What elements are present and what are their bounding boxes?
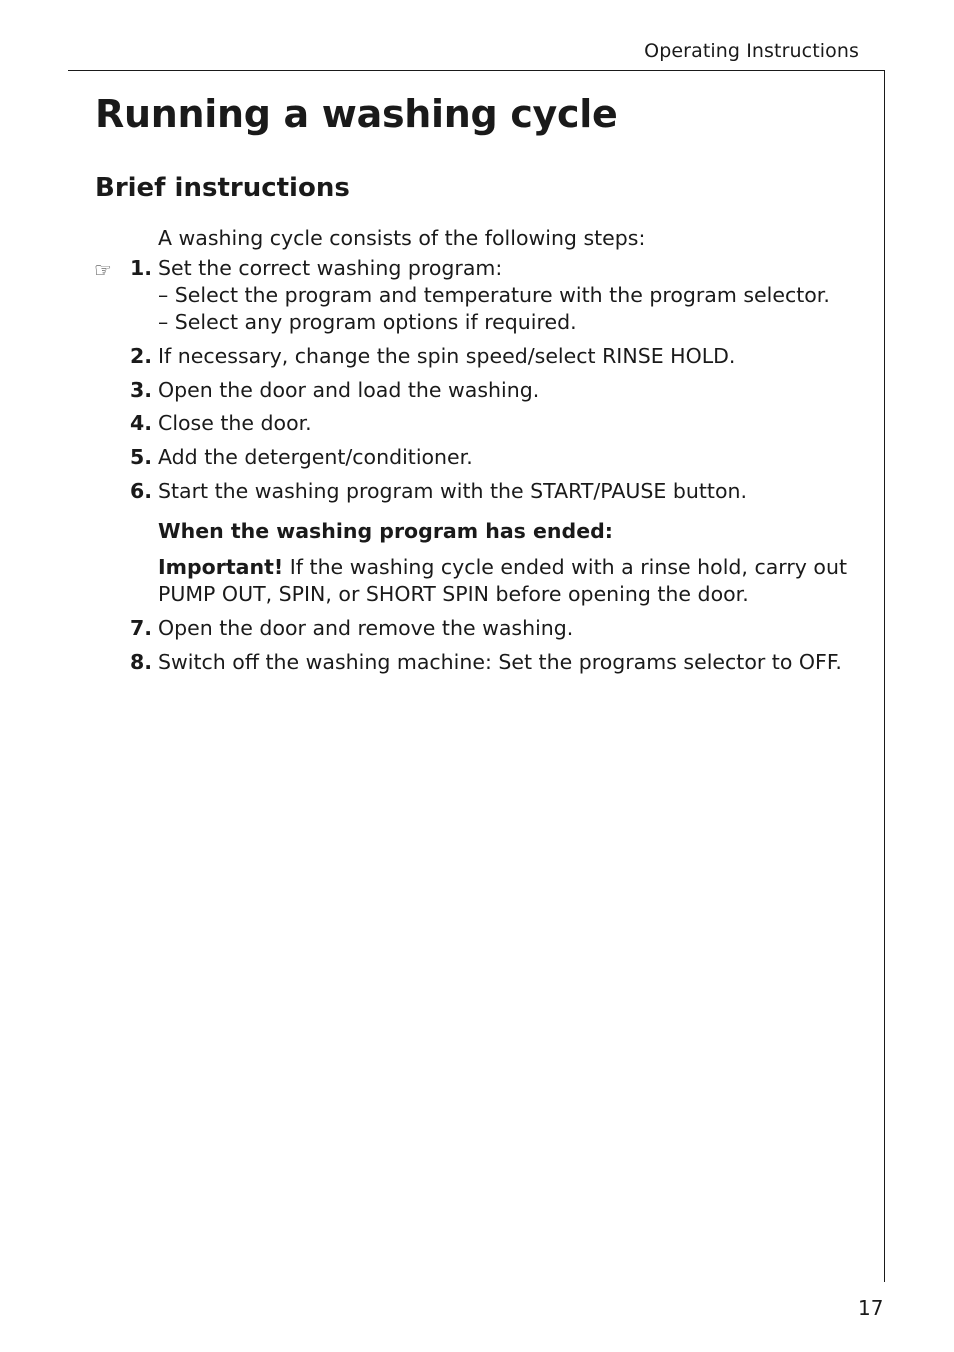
step-8 [129, 649, 842, 675]
running-header: Operating Instructions [644, 40, 859, 62]
section-heading: Brief instructions [95, 173, 350, 203]
step-text: Add the detergent/conditioner. [158, 445, 473, 469]
step-number: 4. [129, 411, 152, 435]
ended-heading: When the washing program has ended: [158, 519, 613, 543]
step-3 [129, 377, 540, 403]
intro-text: A washing cycle consists of the following steps: [158, 226, 646, 250]
important-text: If the washing cycle ended with a rinse hold, carry out [283, 555, 848, 579]
step-text: Switch off the washing machine: Set the programs selector to OFF. [158, 650, 842, 674]
step-number: 2. [129, 344, 152, 368]
step-text: Open the door and load the washing. [158, 378, 540, 402]
page-title: Running a washing cycle [95, 92, 618, 136]
pointing-hand-icon: ☞ [94, 258, 112, 282]
important-note-continued: PUMP OUT, SPIN, or SHORT SPIN before opening the door. [158, 582, 749, 606]
step-text: Close the door. [158, 411, 312, 435]
margin-rule [884, 70, 885, 1282]
step-number: 5. [129, 445, 152, 469]
step-number: 3. [129, 378, 152, 402]
step-text: Open the door and remove the washing. [158, 616, 574, 640]
page-number: 17 [858, 1296, 884, 1320]
step-7 [129, 615, 574, 641]
important-label: Important! [158, 555, 284, 579]
important-note [158, 554, 847, 580]
step-number: 1. [129, 256, 152, 280]
step-number: 8. [129, 650, 152, 674]
step-text: If necessary, change the spin speed/select RINSE HOLD. [158, 344, 736, 368]
step-6 [129, 478, 748, 504]
header-rule [68, 70, 885, 71]
step-number: 6. [129, 479, 152, 503]
step-number: 7. [129, 616, 152, 640]
substep-2: – Select any program options if required. [158, 310, 577, 334]
step-1 [129, 255, 503, 281]
step-text: Start the washing program with the START/PAUSE button. [158, 479, 748, 503]
step-text: Set the correct washing program: [158, 256, 503, 280]
step-4 [129, 410, 312, 436]
substep-1: – Select the program and temperature with the program selector. [158, 283, 830, 307]
step-2 [129, 343, 736, 369]
step-5 [129, 444, 473, 470]
